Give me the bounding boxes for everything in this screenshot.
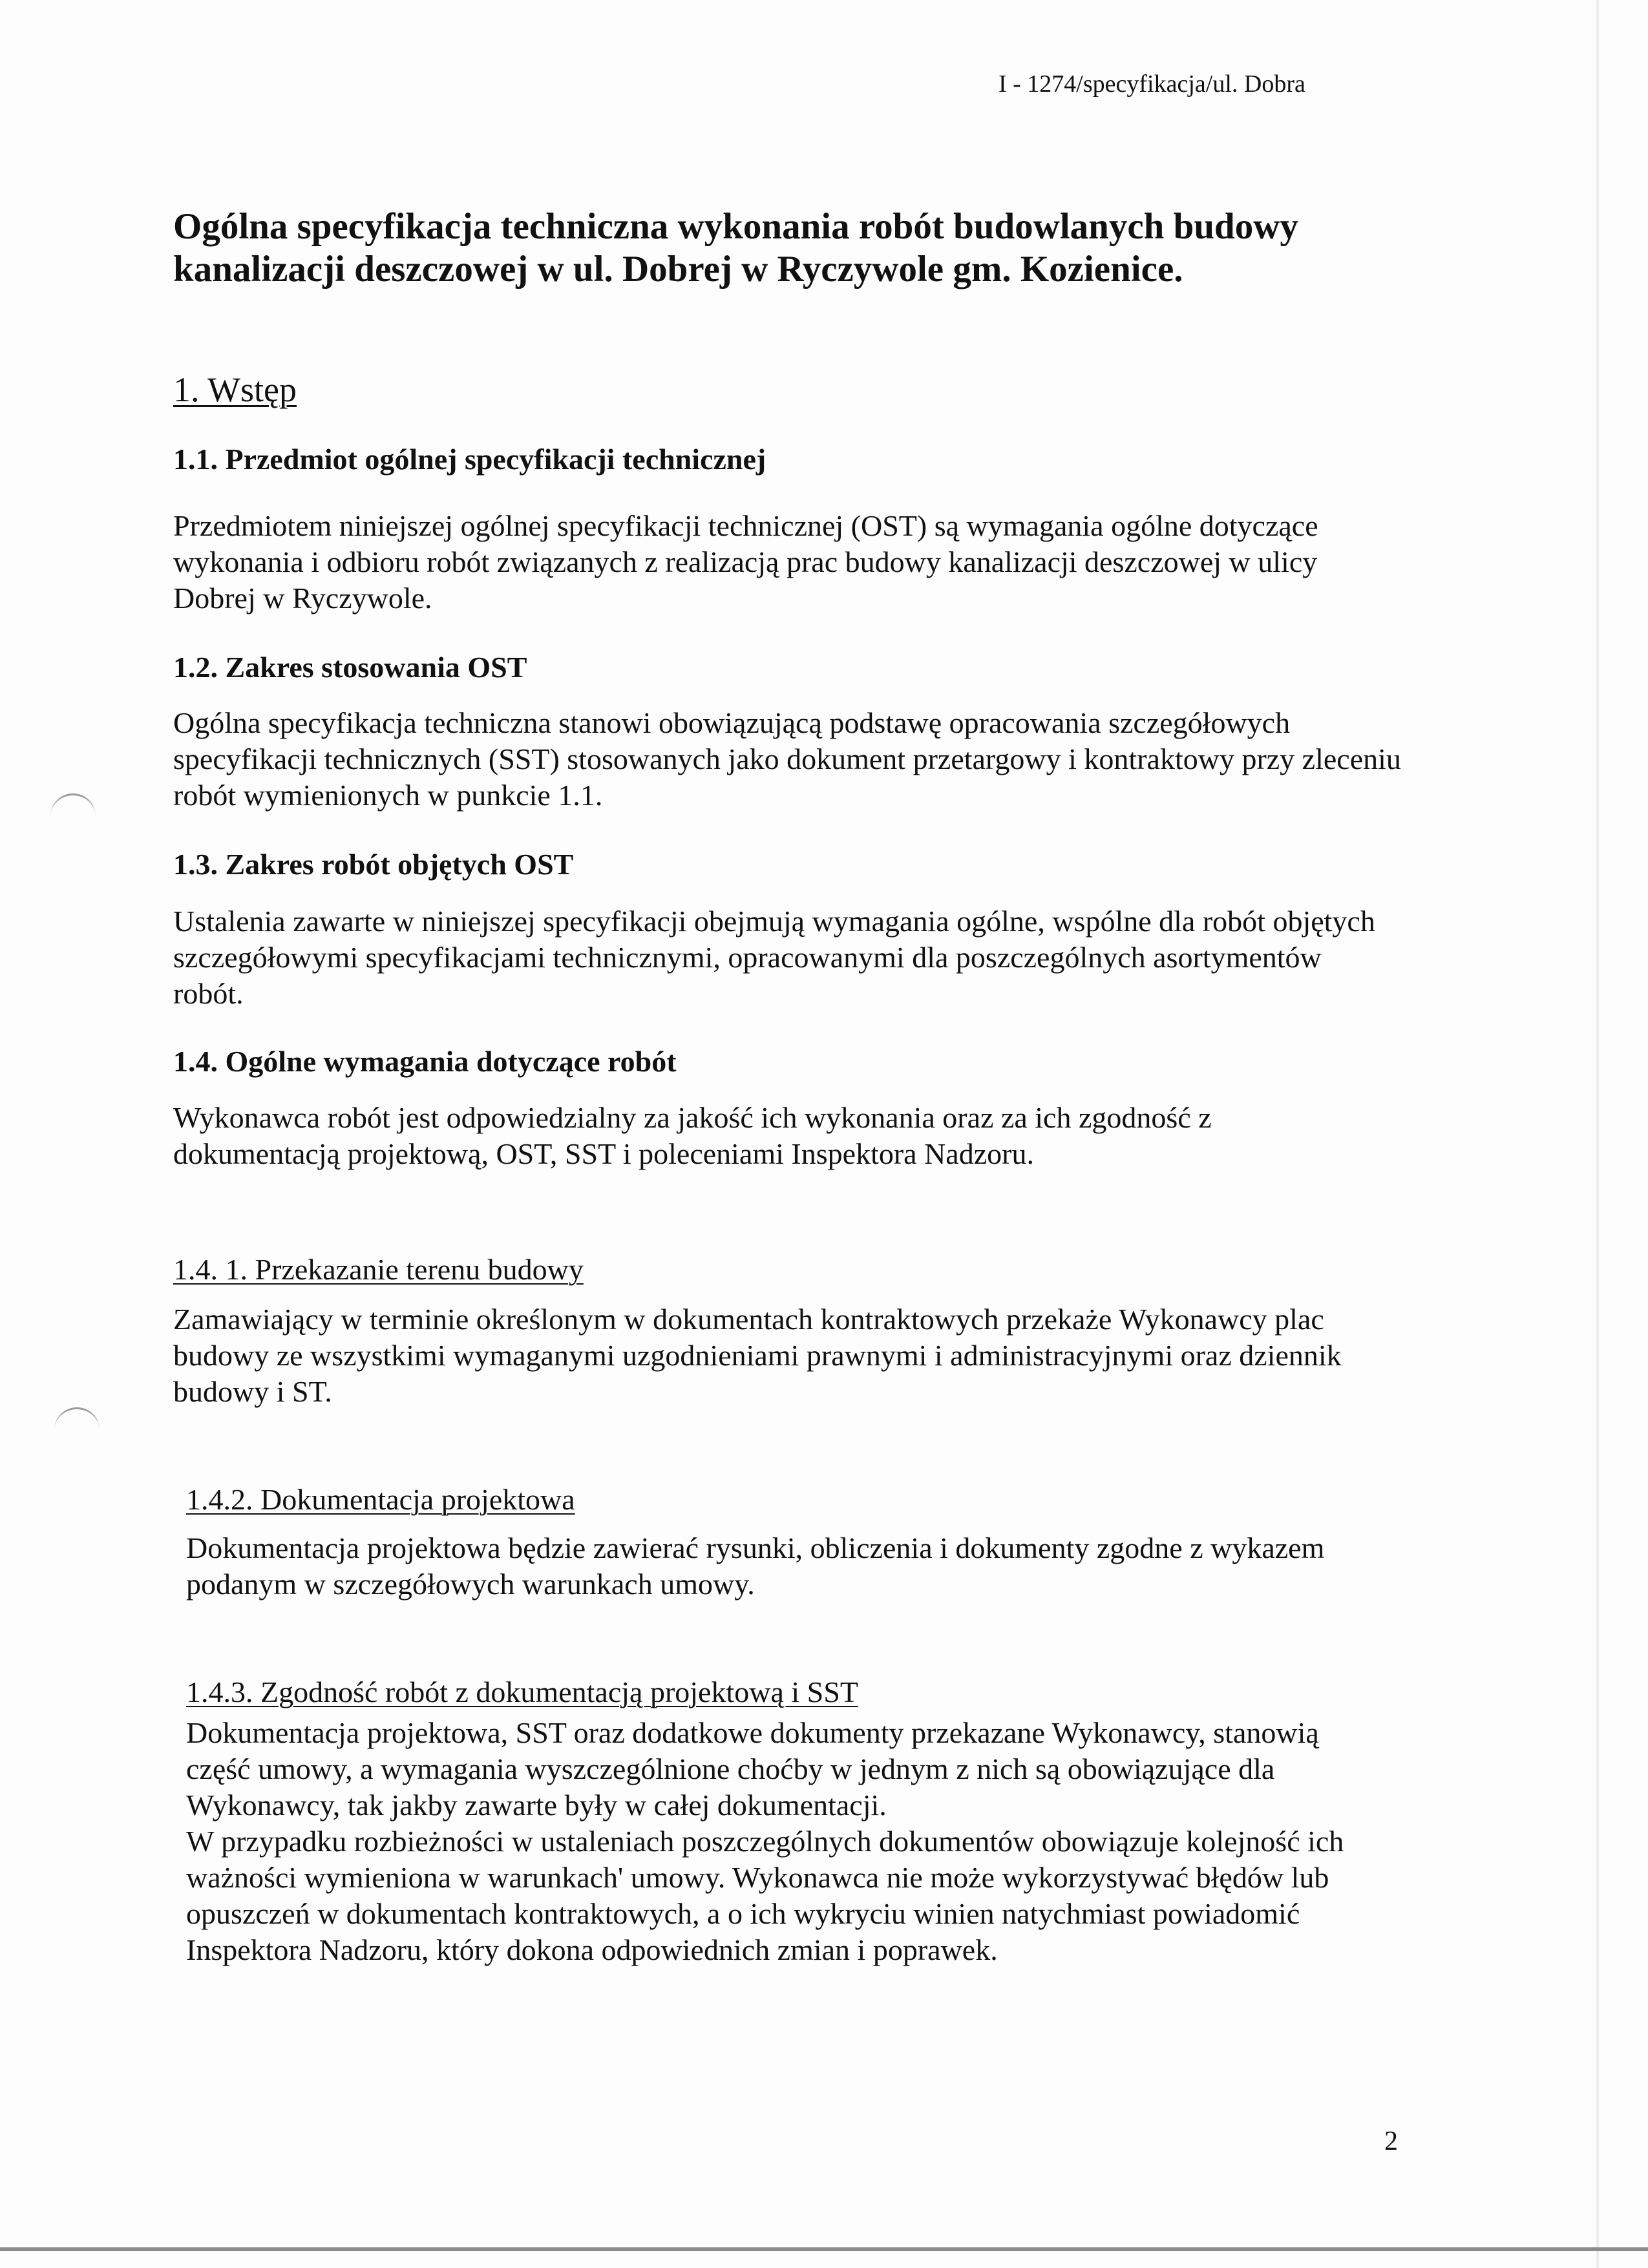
section-1-4-3-text-1: Dokumentacja projektowa, SST oraz dodatkowe dokumenty przekazane Wykonawcy, stanowią część umowy, a wymagania wyszczególnione choćby w jednym z nich są obowiązujące dla Wykonawcy, tak jakby zawarte były w całej dokumentacji. (186, 1716, 1319, 1822)
section-1-4-3-text-2: W przypadku rozbieżności w ustaleniach poszczególnych dokumentów obowiązuje kolejność ich ważności wymieniona w warunkach' umowy. Wykonawca nie może wykorzystywać błędów lub opuszczeń w dokumentach kontraktowych, a o ich wykryciu winien natychmiast powiadomić Inspektora Nadzoru, który dokona odpowiednich zmian i poprawek. (186, 1825, 1344, 1966)
punch-hole-mark-upper (50, 793, 96, 820)
section-1-4-2-text: Dokumentacja projektowa będzie zawierać rysunki, obliczenia i dokumenty zgodne z wykazem podanym w szczegółowych warunkach umowy. (186, 1531, 1325, 1601)
section-1-2-heading: 1.2. Zakres stosowania OST (173, 651, 527, 684)
punch-hole-mark-lower (54, 1407, 100, 1434)
section-1-4-1-heading: 1.4. 1. Przekazanie terenu budowy (173, 1253, 584, 1286)
section-1-4-1-text: Zamawiający w terminie określonym w dokumentach kontraktowych przekaże Wykonawcy plac budowy ze wszystkimi wymaganymi uzgodnieniami prawnymi i administracyjnymi oraz dziennik budowy i ST. (173, 1303, 1342, 1408)
section-1-4-2-heading: 1.4.2. Dokumentacja projektowa (186, 1483, 575, 1516)
section-1-4-text: Wykonawca robót jest odpowiedzialny za jakość ich wykonania oraz za ich zgodność z dokumentacją projektową, OST, SST i poleceniami Inspektora Nadzoru. (173, 1101, 1212, 1170)
scan-edge-right (1596, 0, 1599, 2268)
document-reference: I - 1274/specyfikacja/ul. Dobra (998, 70, 1305, 98)
page-number: 2 (1384, 2126, 1398, 2156)
section-1-3-text: Ustalenia zawarte w niniejszej specyfikacji obejmują wymagania ogólne, wspólne dla robót objętych szczegółowymi specyfikacjami technicznymi, opracowanymi dla poszczególnych asortymentów robót. (173, 905, 1375, 1010)
section-1-heading: 1. Wstęp (173, 370, 297, 409)
section-1-1-heading: 1.1. Przedmiot ogólnej specyfikacji technicznej (173, 443, 766, 476)
section-1-3-heading: 1.3. Zakres robót objętych OST (173, 848, 574, 881)
section-1-4-3-heading: 1.4.3. Zgodność robót z dokumentacją projektową i SST (186, 1675, 858, 1708)
document-title: Ogólna specyfikacja techniczna wykonania robót budowlanych budowy kanalizacji deszczowej w ul. Dobrej w Ryczywole gm. Kozienice. (173, 206, 1298, 289)
section-1-4-heading: 1.4. Ogólne wymagania dotyczące robót (173, 1045, 677, 1078)
section-1-1-text: Przedmiotem niniejszej ogólnej specyfikacji technicznej (OST) są wymagania ogólne dotyczące wykonania i odbioru robót związanych z realizacją prac budowy kanalizacji deszczowej w ulicy Dobrej w Ryczywole. (173, 509, 1318, 614)
section-1-4-3-body (186, 1715, 1388, 1968)
scan-edge-bottom (0, 2247, 1648, 2251)
section-1-2-text: Ogólna specyfikacja techniczna stanowi obowiązującą podstawę opracowania szczegółowych specyfikacji technicznych (SST) stosowanych jako dokument przetargowy i kontraktowy przy zleceniu robót wymienionych w punkcie 1.1. (173, 706, 1401, 812)
